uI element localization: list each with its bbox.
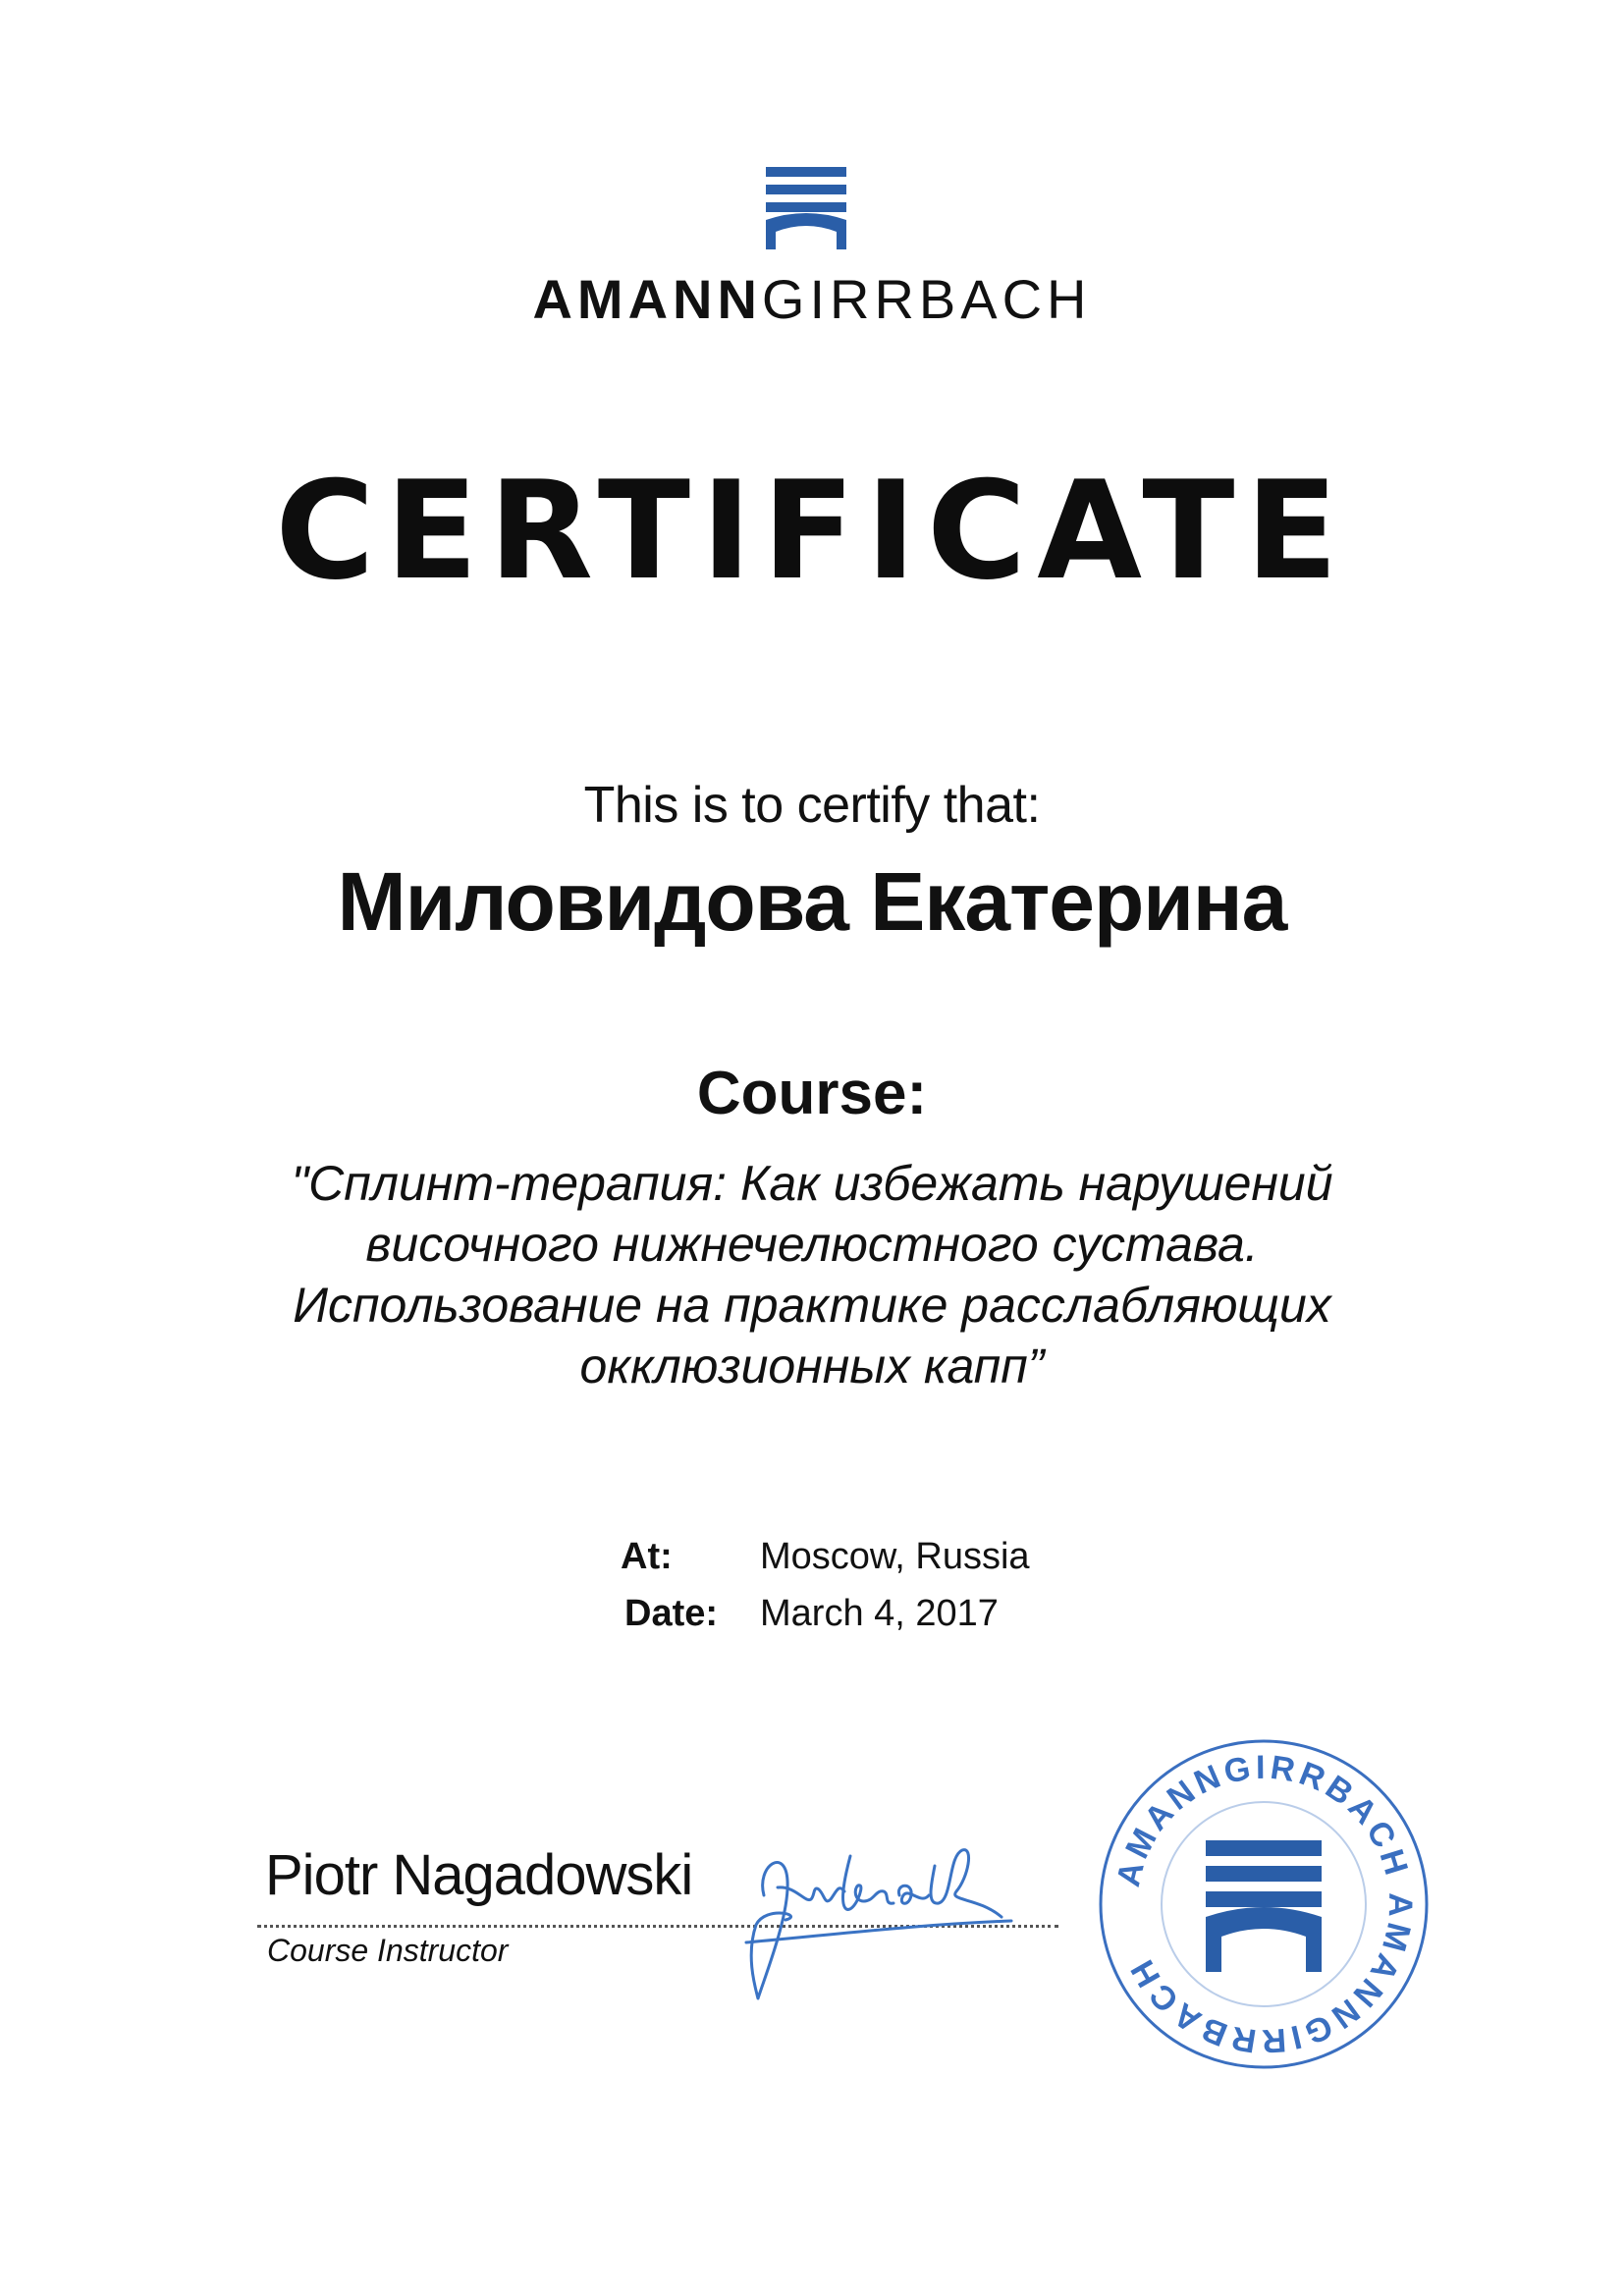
location-row: [621, 1536, 1131, 1593]
date-label: Date:: [624, 1593, 719, 1634]
brand-name-bold: AMANN: [532, 268, 762, 330]
course-label: Course:: [696, 1060, 928, 1127]
location-label: At:: [621, 1536, 673, 1577]
instructor-role: Course Instructor: [267, 1933, 509, 1968]
company-seal-icon: [1092, 1732, 1435, 2076]
date-value: March 4, 2017: [760, 1593, 999, 1634]
instructor-name: Piotr Nagadowski: [265, 1843, 693, 1907]
certify-text: This is to certify that:: [583, 777, 1041, 834]
signature-icon: [717, 1827, 1031, 2013]
course-title-line: Использование на практике расслабляющих: [293, 1278, 1331, 1333]
course-title-line: височного нижнечелюстного сустава.: [365, 1217, 1259, 1272]
seal-text: AMANNGIRRBACH AMANNGIRRBACH: [1110, 1748, 1420, 2060]
event-details: [621, 1536, 1131, 1650]
location-value: Moscow, Russia: [760, 1536, 1030, 1577]
certificate-title: CERTIFICATE: [275, 452, 1349, 610]
course-title-line: "Сплинт-терапия: Как избежать нарушений: [291, 1156, 1333, 1211]
recipient-name: Миловидова Екатерина: [337, 855, 1287, 948]
date-row: [621, 1593, 1131, 1650]
brand-name-light: GIRRBACH: [761, 268, 1092, 330]
brand-wordmark: [0, 267, 1624, 331]
course-title-line: окклюзионных капп”: [579, 1339, 1045, 1394]
amanngirrbach-logo-icon: [762, 167, 850, 249]
course-title: [0, 1153, 1624, 1396]
